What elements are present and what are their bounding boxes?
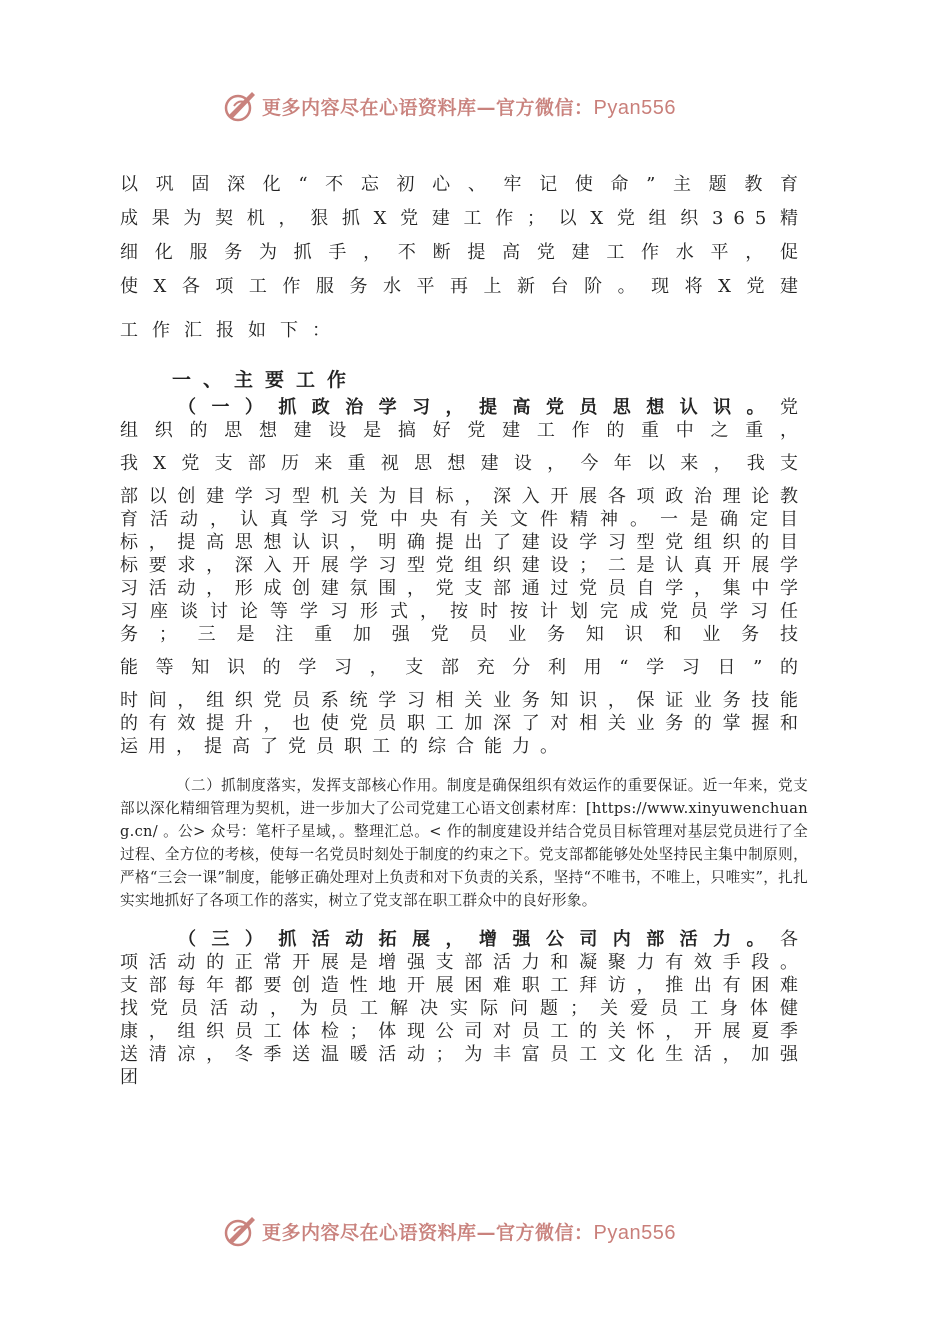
- part2-paragraph: （二）抓制度落实，发挥支部核心作用。制度是确保组织有效运作的重要保证。近一年来，党支部以深化精细管理为契机，进一步加大了公司党建工心语文创素材库：[https://www.xinyuwenchuang.cn/ 。公> 众号：笔杆子星域，。整理汇总。< 作的制度建设并结合党员目标管理对基层党员进行了全过程、全方位的考核，使每一名党员时刻处于制度的约束之下。党支部都能够处处坚持民主集中制原则，严格“三会一课”制度，能够正确处理对上负责和对下负责的关系，坚持“不唯书，不唯上，只唯实”，扎扎实实地抓好了各项工作的落实，树立了党支部在职工群众中的良好形象。: [120, 777, 808, 909]
- part1-line-2: 组织的思想建设是搞好党建工作的重中之重，: [120, 420, 808, 441]
- document-body: [120, 168, 808, 1089]
- banner-text: [262, 93, 676, 120]
- part1-lead-rest: 党: [780, 397, 808, 418]
- part1-line-3: 我X党支部历来重视思想建设，今年以来，我支: [120, 453, 808, 474]
- banner-label: 更多内容尽在心语资料库—官方微信：: [262, 96, 594, 119]
- banner-text: [262, 1218, 676, 1245]
- intro-line-1: 以巩固深化“不忘初心、牢记使命”主题教育: [120, 174, 808, 195]
- pen-seal-icon: [222, 1213, 258, 1249]
- banner-label: 更多内容尽在心语资料库—官方微信：: [262, 1221, 594, 1244]
- part1-line-mid: 能等知识的学习，支部充分利用“学习日”的: [120, 657, 808, 678]
- intro-line-2: 成果为契机，狠抓X党建工作；以X党组织365精: [120, 208, 808, 229]
- part3-lead-rest: 各: [780, 929, 808, 950]
- part3-title: （三）抓活动拓展，增强公司内部活力。: [178, 929, 780, 950]
- banner-code: Pyan556: [593, 1221, 676, 1244]
- part3-lead: [120, 928, 808, 951]
- part1-title: （一）抓政治学习，提高党员思想认识。: [178, 397, 780, 418]
- section-heading: 一、主要工作: [172, 369, 359, 391]
- part1-block-2: 时间，组织党员系统学习相关业务知识，保证业务技能的有效提升，也使党员职工加深了对相关业务的掌握和运用，提高了党员职工的综合能力。: [120, 690, 808, 757]
- header-banner: [222, 84, 742, 128]
- intro-last-line: 工作汇报如下：: [120, 320, 344, 341]
- pen-seal-icon: [222, 88, 258, 124]
- intro-line-4: 使X各项工作服务水平再上新台阶。现将X党建: [120, 276, 808, 297]
- banner-code: Pyan556: [593, 96, 676, 119]
- intro-line-3: 细化服务为抓手，不断提高党建工作水平，促: [120, 242, 808, 263]
- part1-block: 部以创建学习型机关为目标，深入开展各项政治理论教育活动，认真学习党中央有关文件精神。一是确定目标，提高思想认识，明确提出了建设学习型党组织的目标要求，深入开展学习型党组织建设；二是认真开展学习活动，形成创建氛围，党支部通过党员自学，集中学习座谈讨论等学习形式，按时按计划完成党员学习任务；三是注重加强党员业务知识和业务技: [120, 486, 808, 645]
- part1-lead: [120, 396, 808, 419]
- part3-block: 项活动的正常开展是增强支部活力和凝聚力有效手段。支部每年都要创造性地开展困难职工拜访，推出有困难找党员活动，为员工解决实际问题；关爱员工身体健康，组织员工体检；体现公司对员工的关怀，开展夏季送清凉，冬季送温暖活动；为丰富员工文化生活，加强团: [120, 952, 808, 1088]
- footer-banner: [222, 1209, 742, 1253]
